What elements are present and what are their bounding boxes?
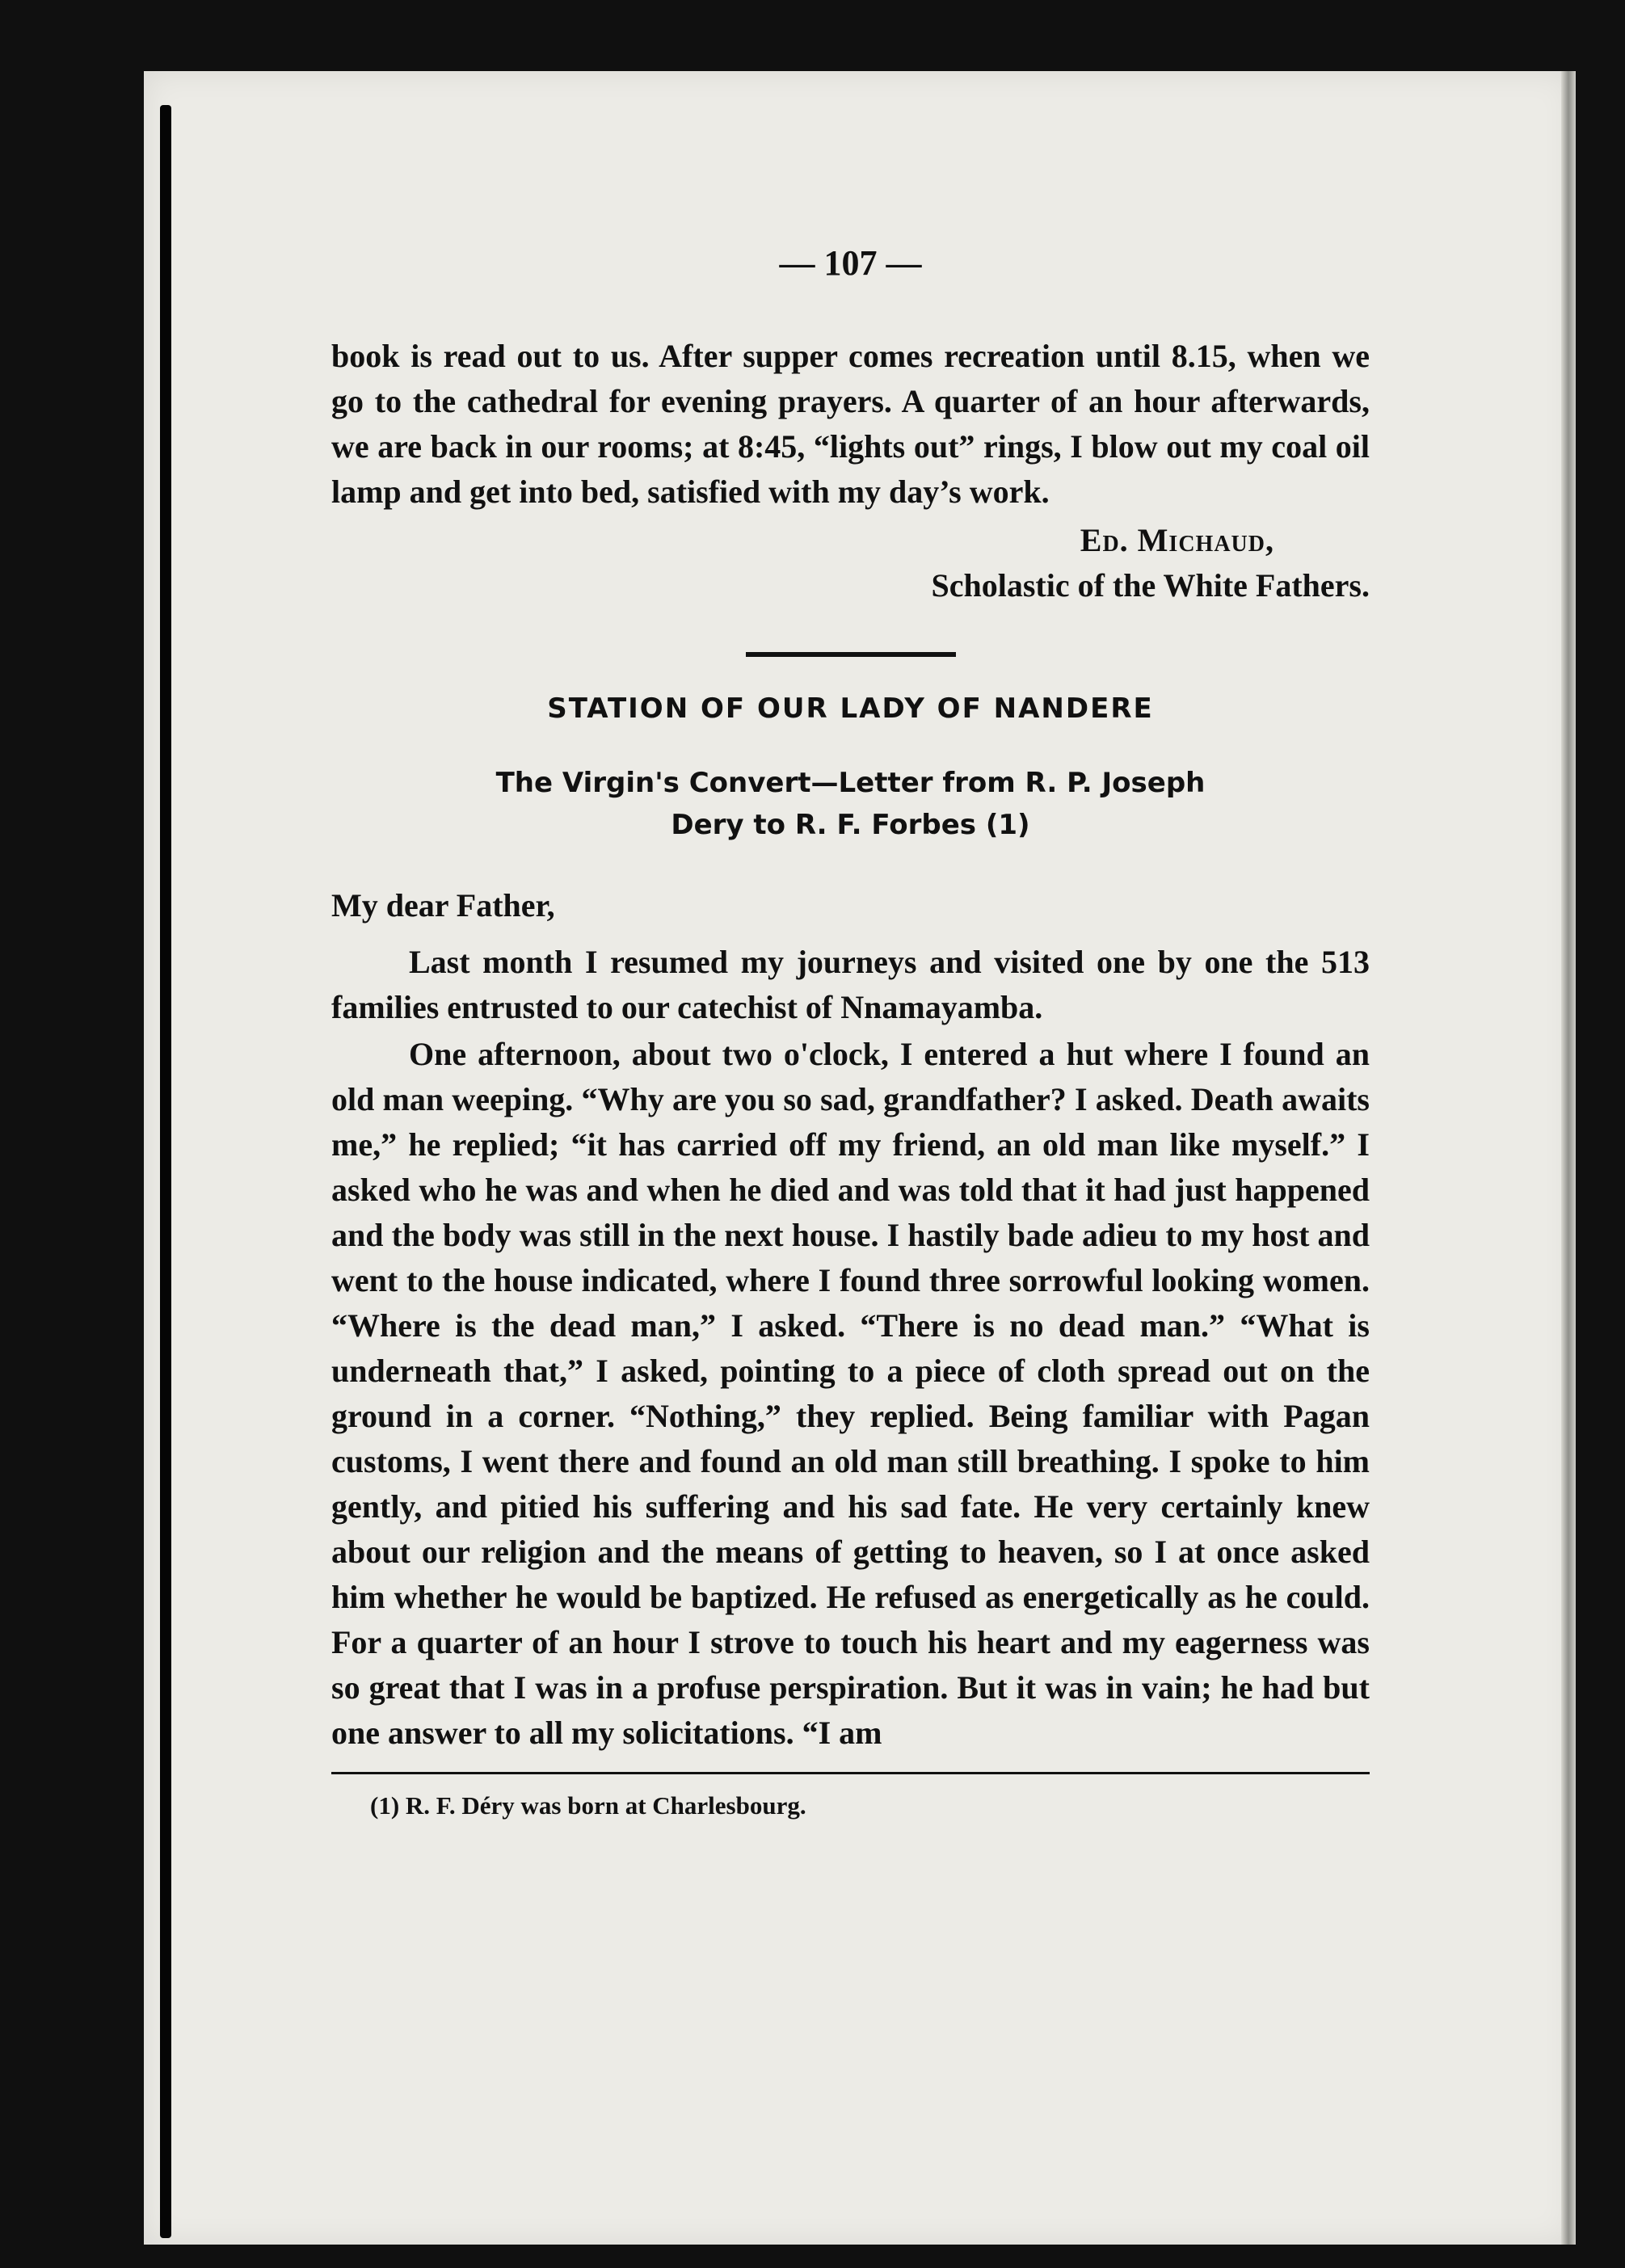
signature-title: Scholastic of the White Fathers.	[931, 567, 1370, 604]
subheading-line-1: The Virgin's Convert—Letter from R. P. Joseph	[495, 767, 1206, 799]
book-spine-shadow	[160, 105, 171, 2238]
salutation: My dear Father,	[331, 887, 555, 924]
footnote: (1) R. F. Déry was born at Charlesbourg.	[370, 1791, 806, 1820]
paragraph-continued: book is read out to us. After supper comes recreation until 8.15, when we go to the cathedral for evening prayers. A quarter of an hour afterwards, we are back in our rooms; at 8:45, “lights out” rings, I blow out my coal oil lamp and get into bed, satisfied with my day’s work.	[331, 338, 1370, 510]
section-subheading	[331, 762, 1370, 846]
letter-paragraph-2: One afternoon, about two o'clock, I entered a hut where I found an old man weeping. “Why are you so sad, grandfather? I asked. Death awaits me,” he replied; “it has carried off my friend, an old man like myself.” I asked who he was and when he died and was told that it had just happened and the body was still in the next house. I hastily bade adieu to my host and went to the house indicated, where I found three sorrowful looking women. “Where is the dead man,” I asked. “There is no dead man.” “What is underneath that,” I asked, pointing to a piece of cloth spread out on the ground in a corner. “Nothing,” they replied. Being familiar with Pagan customs, I went there and found an old man still breathing. I spoke to him gently, and pitied his suffering and his sad fate. He very certainly knew about our religion and the means of getting to heaven, so I at once asked him whether he would be baptized. He refused as energetically as he could. For a quarter of an hour I strove to touch his heart and my eagerness was so great that I was in a profuse perspiration. But it was in vain; he had but one answer to all my solicitations. “I am	[331, 1036, 1370, 1751]
page-edge	[1561, 71, 1576, 2245]
letter-paragraph-1: Last month I resumed my journeys and visited one by one the 513 families entrusted to our catechist of Nnamayamba.	[331, 944, 1370, 1025]
page-number: — 107 —	[779, 243, 922, 283]
section-heading: STATION OF OUR LADY OF NANDERE	[547, 692, 1154, 725]
section-divider	[746, 652, 956, 657]
page-content	[331, 242, 1370, 1823]
footnote-rule	[331, 1772, 1370, 1774]
signature-name: Ed. Michaud,	[1080, 522, 1274, 558]
subheading-line-2: Dery to R. F. Forbes (1)	[671, 809, 1030, 841]
